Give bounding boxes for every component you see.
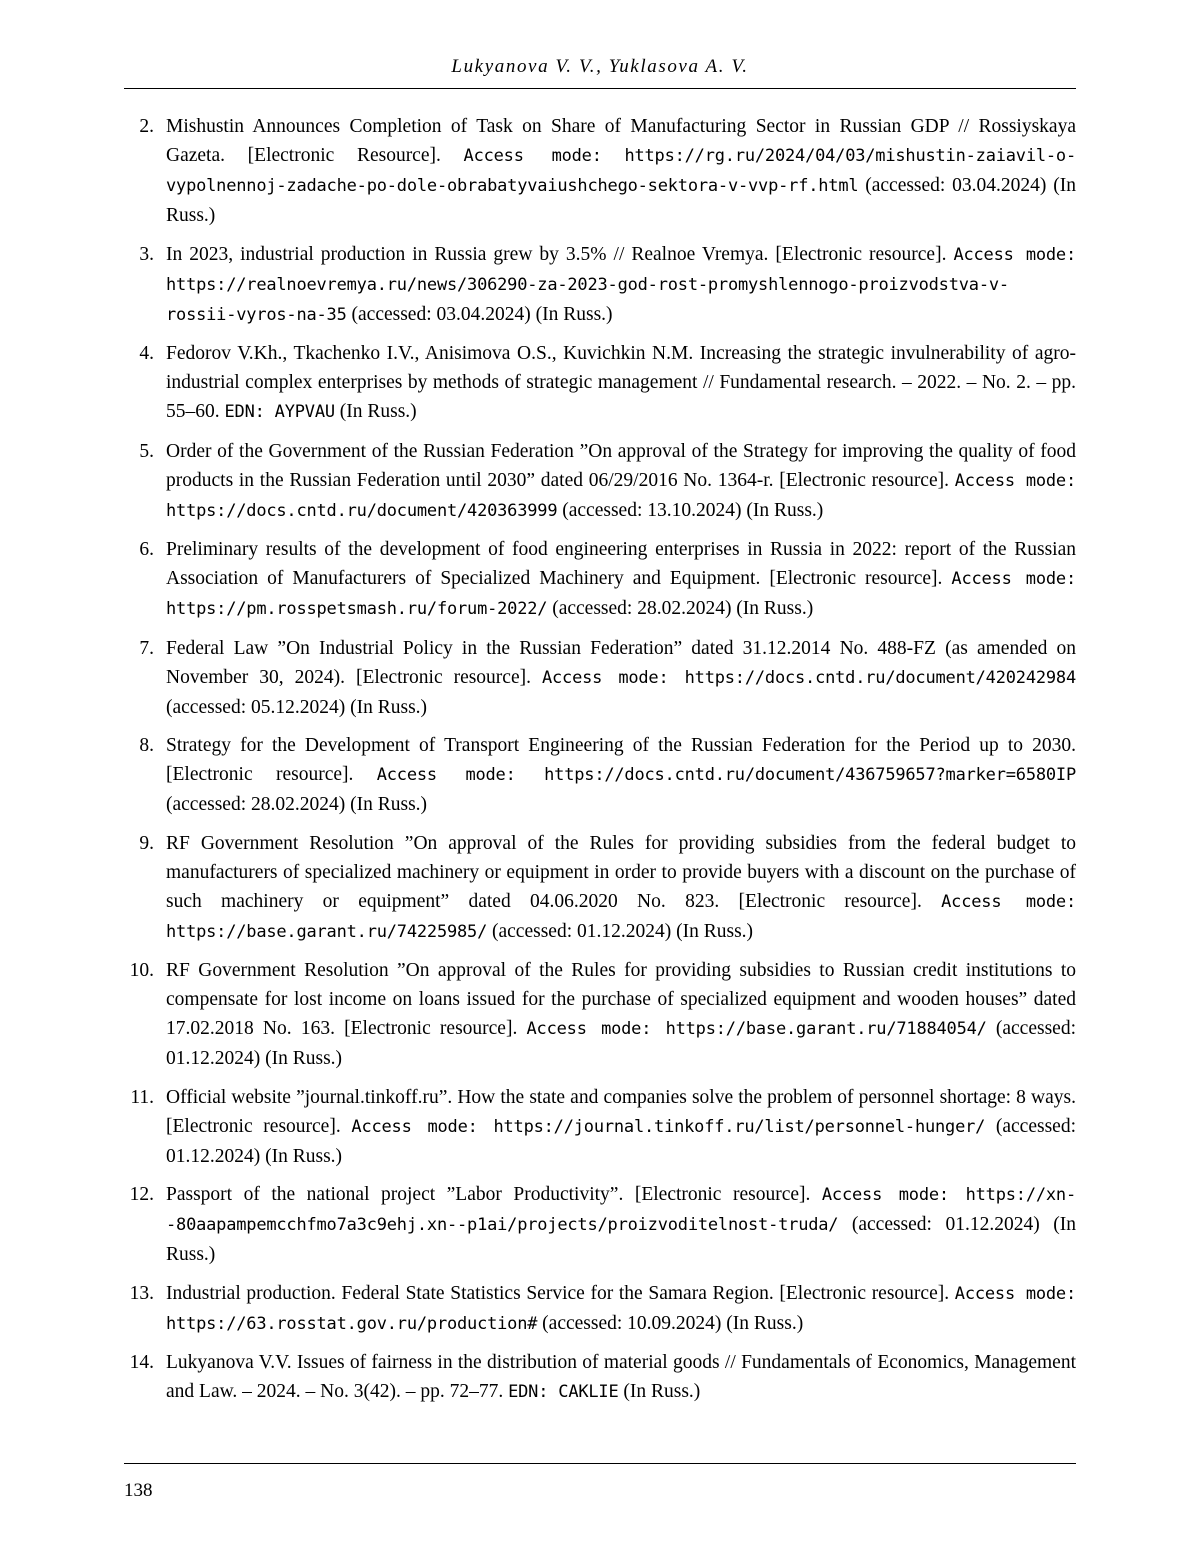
running-header: Lukyanova V. V., Yuklasova A. V. (451, 56, 749, 77)
reference-access-mode: Access mode: https://base.garant.ru/74225985/ (166, 891, 1076, 942)
reference-list (124, 112, 1076, 1417)
reference-text (166, 731, 1076, 819)
reference-access-mode: Access mode: https://xn--80aapampemcchfmo7a3c9ehj.xn--p1ai/projects/proizvoditelnost-truda/ (166, 1185, 1076, 1235)
reference-entry (124, 437, 1076, 526)
reference-access-mode: Access mode: https://base.garant.ru/71884054/ (526, 1019, 987, 1039)
reference-text (166, 339, 1076, 427)
reference-number: 5. (139, 440, 154, 462)
reference-text (166, 1279, 1076, 1339)
reference-entry (124, 339, 1076, 427)
reference-entry (124, 240, 1076, 330)
reference-text (166, 1348, 1076, 1407)
reference-number: 6. (139, 539, 154, 560)
reference-text-run: Fedorov V.Kh., Tkachenko I.V., Anisimova O.S., Kuvichkin N.M. Increasing the strategic invulnerability of agro-industrial complex enterprises by methods of strategic management // Fundamental research. – 2022. – No. 2. – pp. 55–60. (166, 343, 1076, 422)
reference-number: 3. (139, 243, 154, 265)
page-number: 138 (124, 1480, 153, 1501)
reference-text-run: (accessed: 03.04.2024) (In Russ.) (166, 175, 1076, 226)
reference-text-run: RF Government Resolution ”On approval of the Rules for providing subsidies from the federal budget to manufacturers of specialized machinery or equipment in order to provide buyers with a discount on the purchase of such machinery or equipment” dated 04.06.2020 No. 823. [Electronic resource]. (166, 832, 1076, 912)
reference-text (166, 1083, 1076, 1171)
reference-text-run: Official website ”journal.tinkoff.ru”. How the state and companies solve the problem of personnel shortage: 8 ways. [Electronic resource]. (166, 1086, 1076, 1137)
header-divider (124, 88, 1076, 89)
reference-text-run: (accessed: 01.12.2024) (In Russ.) (166, 1115, 1076, 1167)
reference-access-mode: Access mode: https://63.rosstat.gov.ru/production# (166, 1283, 1076, 1334)
reference-access-mode: Access mode: https://realnoevremya.ru/news/306290-za-2023-god-rost-promyshlennogo-proizvodstva-v-rossii-vyros-na-35 (166, 244, 1076, 325)
reference-access-mode: EDN: CAKLIE (508, 1382, 619, 1402)
reference-text (166, 535, 1076, 624)
reference-entry (124, 829, 1076, 947)
reference-entry (124, 1083, 1076, 1171)
reference-entry (124, 535, 1076, 624)
reference-entry (124, 956, 1076, 1073)
reference-access-mode: Access mode: https://journal.tinkoff.ru/list/personnel-hunger/ (351, 1116, 986, 1137)
reference-text (166, 956, 1076, 1073)
reference-text-run: (accessed: 28.02.2024) (In Russ.) (547, 598, 814, 619)
reference-text-run: Lukyanova V.V. Issues of fairness in the distribution of material goods // Fundamentals of Economics, Management and Law. – 2024. – No. 3(42). – pp. 72–77. (166, 1352, 1076, 1402)
reference-text-run: Federal Law ”On Industrial Policy in the Russian Federation” dated 31.12.2014 No. 488-FZ (as amended on November 30, 2024). [Electronic resource]. (166, 637, 1076, 688)
reference-number: 11. (130, 1086, 154, 1108)
reference-entry (124, 634, 1076, 722)
reference-access-mode: Access mode: (463, 146, 602, 166)
reference-number: 13. (129, 1282, 154, 1304)
reference-text (166, 634, 1076, 722)
reference-text-run: Order of the Government of the Russian Federation ”On approval of the Strategy for improving the quality of food products in the Russian Federation until 2030” dated 06/29/2016 No. 1364-r. [Electronic resource]. (166, 440, 1076, 491)
reference-entry (124, 112, 1076, 230)
reference-access-mode: Access mode: https://pm.rosspetsmash.ru/forum-2022/ (166, 569, 1076, 619)
reference-text-run (602, 145, 625, 166)
reference-text-run: Industrial production. Federal State Statistics Service for the Samara Region. [Electronic resource]. (166, 1282, 955, 1304)
reference-text (166, 829, 1076, 947)
footer-divider (124, 1463, 1076, 1464)
reference-text-run: (accessed: 01.12.2024) (In Russ.) (487, 920, 754, 942)
reference-access-mode: Access mode: https://docs.cntd.ru/document/420242984 (541, 667, 1076, 688)
reference-number: 8. (139, 735, 154, 756)
reference-entry (124, 731, 1076, 819)
reference-text-run: (accessed: 28.02.2024) (In Russ.) (166, 794, 428, 815)
reference-entry (124, 1279, 1076, 1339)
reference-text-run: Passport of the national project ”Labor Productivity”. [Electronic resource]. (166, 1184, 822, 1205)
reference-number: 7. (139, 637, 154, 659)
reference-text (166, 437, 1076, 526)
reference-number: 2. (139, 116, 154, 137)
reference-text-run: (accessed: 01.12.2024) (In Russ.) (166, 1214, 1076, 1265)
reference-text-run: In 2023, industrial production in Russia grew by 3.5% // Realnoe Vremya. [Electronic resource]. (166, 243, 954, 265)
reference-entry (124, 1180, 1076, 1269)
reference-number: 10. (129, 960, 154, 981)
reference-number: 12. (129, 1184, 154, 1205)
reference-text-run: (accessed: 03.04.2024) (In Russ.) (346, 303, 613, 325)
reference-text-run: Strategy for the Development of Transport Engineering of the Russian Federation for the Period up to 2030. [Electronic resource]. (166, 735, 1076, 785)
reference-text-run: (In Russ.) (334, 401, 417, 422)
reference-number: 9. (139, 832, 154, 854)
reference-access-mode: Access mode: https://docs.cntd.ru/document/436759657?marker=6580IP (376, 765, 1076, 785)
reference-text (166, 1180, 1076, 1269)
reference-number: 14. (129, 1352, 154, 1373)
reference-entry (124, 1348, 1076, 1407)
reference-access-mode: Access mode: https://docs.cntd.ru/document/420363999 (166, 470, 1076, 521)
reference-text-run: RF Government Resolution ”On approval of the Rules for providing subsidies to Russian credit institutions to compensate for lost income on loans issued for the purchase of specialized equipment and wooden houses” dated 17.02.2018 No. 163. [Electronic resource]. (166, 960, 1076, 1039)
reference-text-run: Mishustin Announces Completion of Task on Share of Manufacturing Sector in Russian GDP // Rossiyskaya Gazeta. [Electronic Resource]. (166, 116, 1076, 166)
reference-access-mode: https://rg.ru/2024/04/03/mishustin-zaiavil-o-vypolnennoj-zadache-po-dole-obrabatyvaiushchego-sektora-v-vvp-rf.html (166, 146, 1077, 196)
reference-text-run: (accessed: 05.12.2024) (In Russ.) (166, 696, 428, 718)
reference-text-run: (accessed: 01.12.2024) (In Russ.) (166, 1018, 1076, 1069)
reference-text-run: Preliminary results of the development of food engineering enterprises in Russia in 2022: report of the Russian Association of Manufacturers of Specialized Machinery and Equipment. [Electronic resource]. (166, 539, 1076, 589)
reference-text-run: (accessed: 13.10.2024) (In Russ.) (557, 499, 824, 521)
reference-access-mode: EDN: AYPVAU (224, 402, 335, 422)
reference-text-run: (accessed: 10.09.2024) (In Russ.) (537, 1312, 804, 1334)
reference-number: 4. (139, 343, 154, 364)
reference-text-run: (In Russ.) (618, 1381, 701, 1402)
reference-text (166, 112, 1076, 230)
reference-text (166, 240, 1076, 330)
